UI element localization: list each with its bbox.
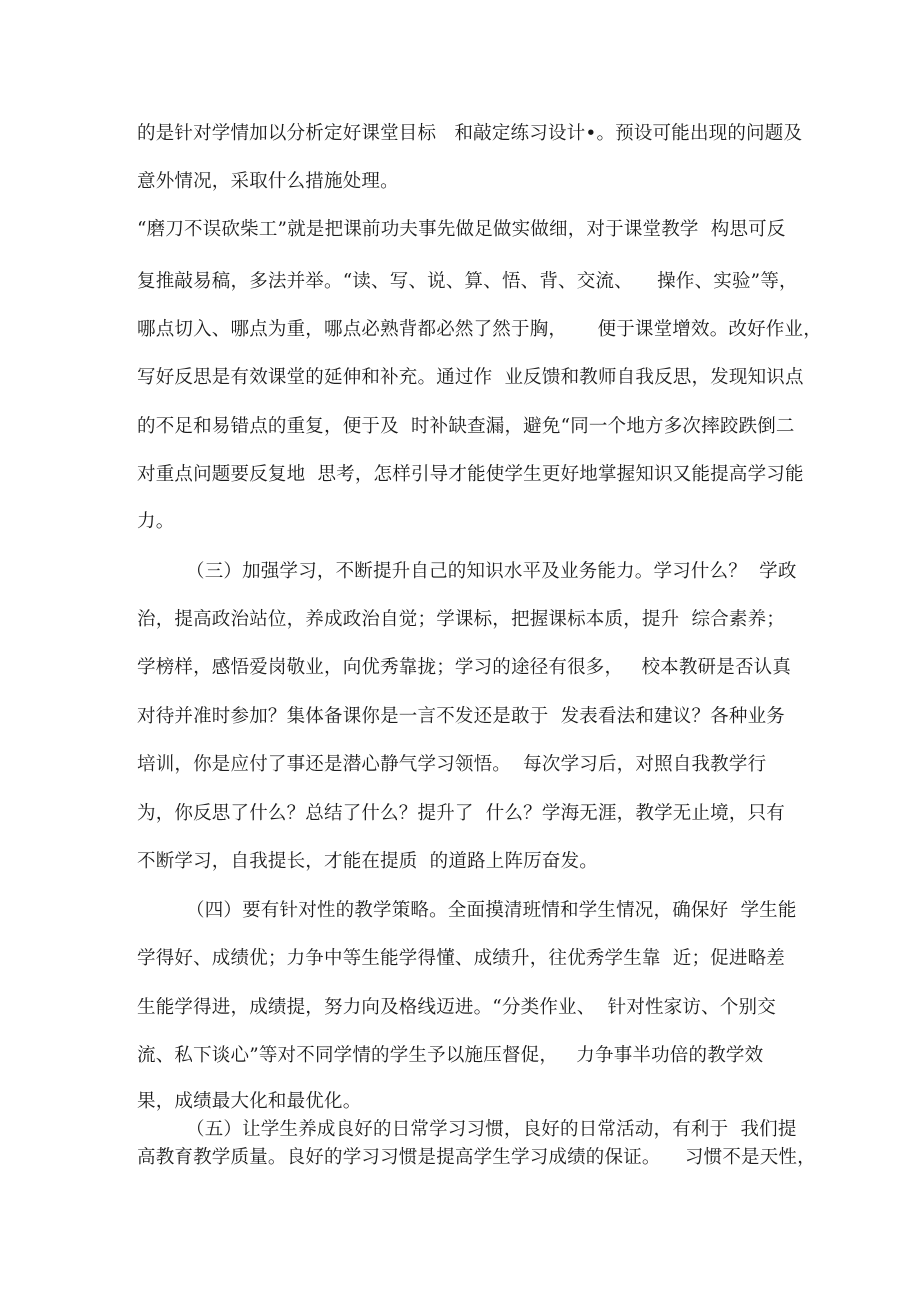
text-line: 对重点问题要反复地 思考，怎样引导才能使学生更好地掌握知识又能提高学习能	[137, 464, 804, 485]
text-line: 培训，你是应付了事还是潜心静气学习领悟。 每次学习后，对照自我教学行	[137, 754, 767, 775]
text-line: 不断学习，自我提长，才能在提质 的道路上阵厉奋发。	[137, 851, 598, 872]
text-line: （四）要有针对性的教学策略。全面摸清班情和学生情况，确保好 学生能	[186, 900, 797, 921]
text-line: 的是针对学情加以分析定好课堂目标 和敲定练习设计•。预设可能出现的问题及	[137, 123, 803, 144]
text-line: 学得好、成绩优；力争中等生能学得懂、成绩升，往优秀学生靠 近；促进略差	[137, 948, 785, 969]
text-line: 复推敲易稿，多法并举。“读、写、说、算、悟、背、交流、 操作、实验”等，	[137, 271, 798, 292]
text-line: 力。	[137, 511, 175, 532]
text-line: 流、私下谈心”等对不同学情的学生予以施压督促， 力争事半功倍的教学效	[137, 1045, 764, 1066]
text-line: （五）让学生养成良好的日常学习习惯，良好的日常活动，有利于 我们提	[186, 1119, 797, 1140]
text-line: 高教育教学质量。良好的学习习惯是提高学生学习成绩的保证。 习惯不是天性，	[137, 1147, 816, 1168]
text-line: 的不足和易错点的重复，便于及 时补缺查漏，避免“同一个地方多次摔跤跌倒二	[137, 416, 795, 437]
text-line: 治，提高政治站位，养成政治自觉；学课标，把握课标本质，提升 综合素养；	[137, 609, 785, 630]
text-line: “磨刀不误砍柴工”就是把课前功夫事先做足做实做细，对于课堂教学 构思可反	[137, 219, 786, 240]
text-line: 为，你反思了什么？总结了什么？提升了 什么？学海无涯，教学无止境，只有	[137, 803, 785, 824]
text-line: 果，成绩最大化和最优化。	[137, 1091, 362, 1112]
text-line: 生能学得进，成绩提，努力向及格线迈进。“分类作业、 针对性家访、个别交	[137, 997, 776, 1018]
text-line: 哪点切入、哪点为重，哪点必熟背都必然了然于胸， 便于课堂增效。改好作业，	[137, 319, 822, 340]
text-line: 意外情况，采取什么措施处理。	[137, 171, 399, 192]
text-line: （三）加强学习，不断提升自己的知识水平及业务能力。学习什么？ 学政	[186, 561, 797, 582]
text-line: 写好反思是有效课堂的延伸和补充。通过作 业反馈和教师自我反思，发现知识点	[137, 367, 804, 388]
text-line: 对待并准时参加？集体备课你是一言不发还是敢于 发表看法和建议？各种业务	[137, 706, 785, 727]
text-line: 学榜样，感悟爱岗敬业，向优秀靠拢；学习的途径有很多， 校本教研是否认真	[137, 657, 792, 678]
